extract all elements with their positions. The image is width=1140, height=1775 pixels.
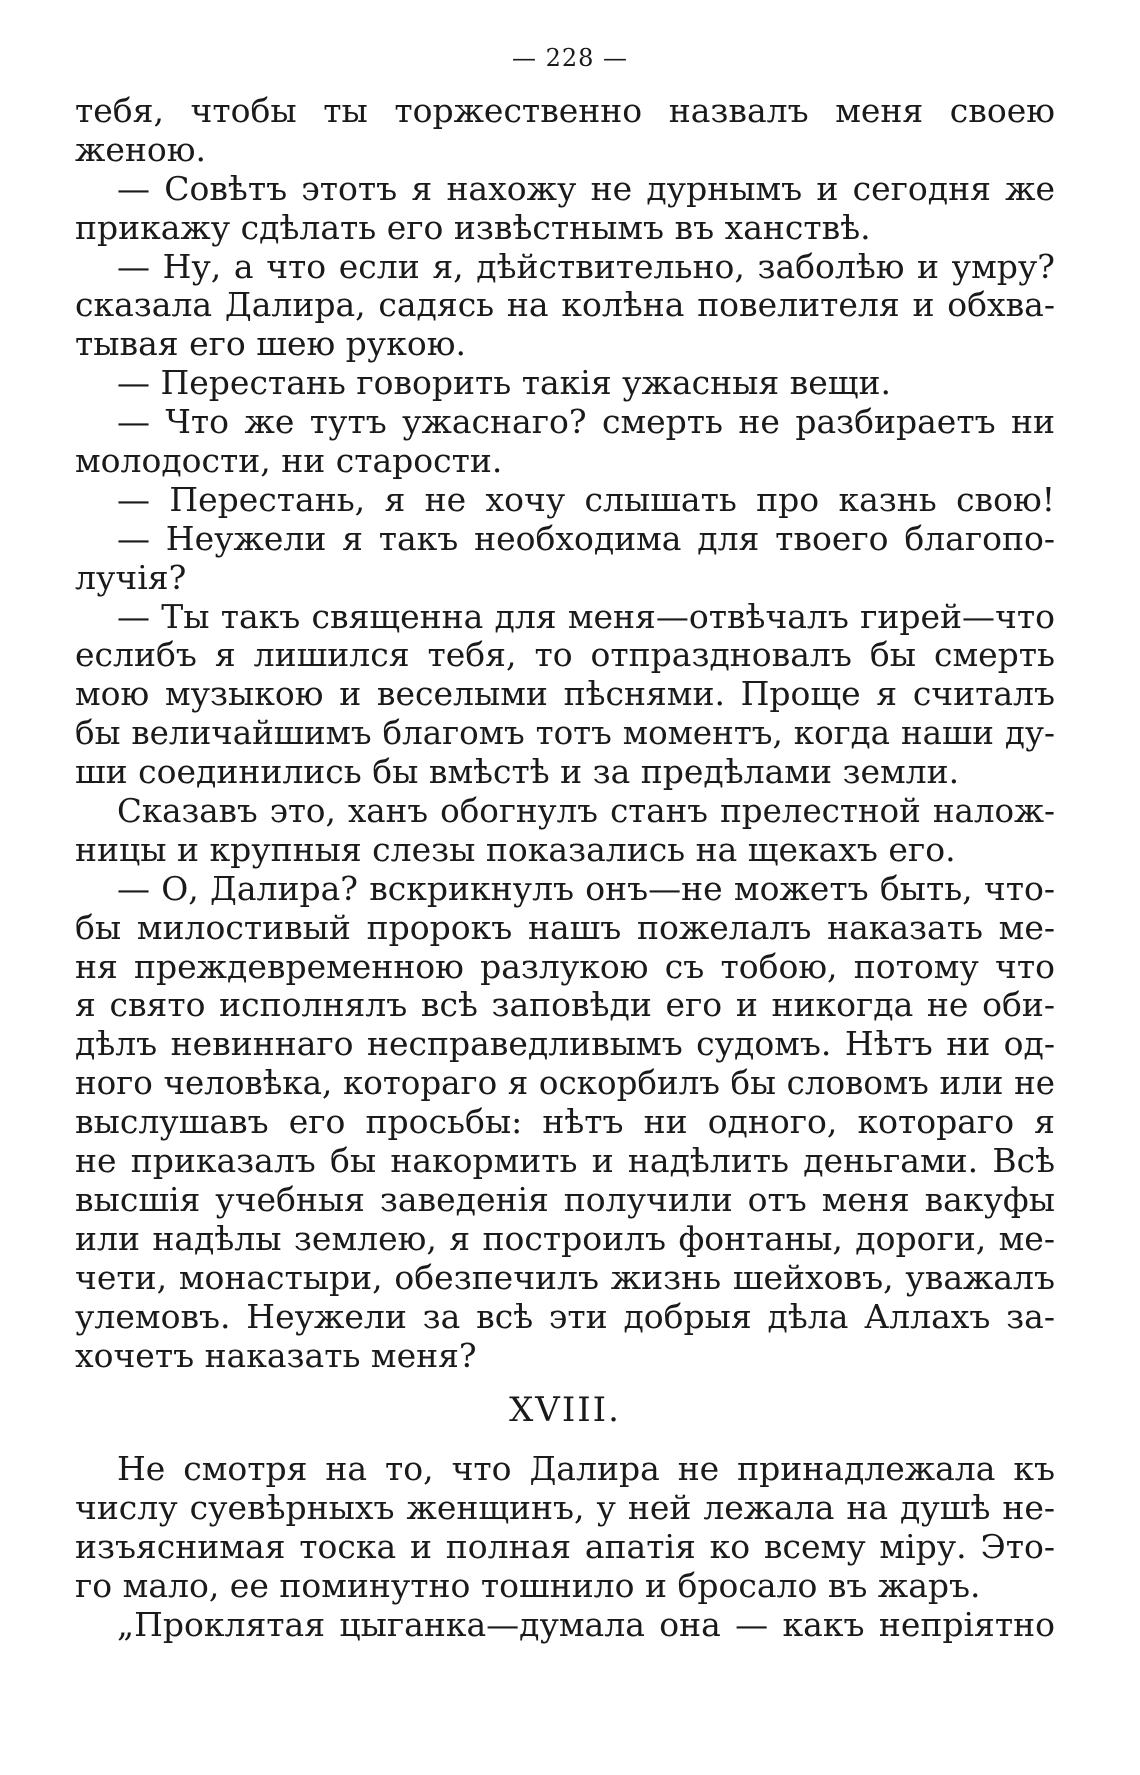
text-line: — Совѣтъ этотъ я нахожу не дурнымъ и сегодня же — [117, 168, 1055, 208]
text-line: прикажу сдѣлать его извѣстнымъ въ ханствѣ. — [75, 207, 871, 247]
text-line: — Перестань говорить такія ужасныя вещи. — [117, 363, 891, 403]
text-line: женою. — [75, 129, 206, 169]
text-line: го мало, ее поминутно тошнило и бросало въ жаръ. — [75, 1566, 981, 1606]
text-line: — Что же тутъ ужаснаго? смерть не разбираетъ ни — [117, 402, 1055, 442]
text-line: чети, монастыри, обезпечилъ жизнь шейховъ, уважалъ — [75, 1257, 1055, 1297]
text-line: не приказалъ бы накормить и надѣлить деньгами. Всѣ — [75, 1141, 1055, 1181]
text-line: Сказавъ это, ханъ обогнулъ станъ прелестной налож- — [117, 792, 1055, 831]
text-before-heading — [75, 92, 1055, 1375]
text-line: — Неужели я такъ необходима для твоего благопо- — [117, 518, 1055, 558]
page-text — [75, 92, 1055, 1645]
text-line: улемовъ. Неужели за всѣ эти добрыя дѣла Аллахъ за- — [75, 1296, 1055, 1336]
text-line: ня преждевременною разлукою съ тобою, потому что — [75, 946, 1055, 986]
text-line: высшія учебныя заведенія получили отъ меня вакуфы — [75, 1179, 1055, 1219]
text-line: лучія? — [75, 557, 187, 597]
text-line: бы милостивый пророкъ нашъ пожелалъ наказать ме- — [75, 907, 1055, 947]
text-line: — Ты такъ священна для меня—отвѣчалъ гирей—что — [117, 596, 1055, 636]
text-line: мою музыкою и веселыми пѣснями. Проще я считалъ — [75, 674, 1055, 714]
text-line: числу суевѣрныхъ женщинъ, у ней лежала на душѣ не- — [75, 1488, 1055, 1528]
text-line: ши соединились бы вмѣстѣ и за предѣлами земли. — [75, 752, 960, 792]
text-line: — О, Далира? вскрикнулъ онъ—не можетъ быть, что- — [117, 868, 1055, 908]
text-line: изъяснимая тоска и полная апатія ко всему міру. Это- — [75, 1527, 1055, 1567]
text-line: или надѣлы землею, я построилъ фонтаны, дороги, ме- — [75, 1218, 1055, 1258]
page-number: — 228 — — [511, 44, 629, 72]
text-line: бы величайшимъ благомъ тотъ моментъ, когда наши ду- — [75, 714, 1055, 753]
text-line: дѣлъ невиннаго несправедливымъ судомъ. Нѣтъ ни од- — [75, 1024, 1055, 1064]
text-line: „Проклятая цыганка—думала она — какъ непріятно — [117, 1604, 1055, 1644]
text-line: молодости, ни старости. — [75, 441, 503, 481]
text-line: еслибъ я лишился тебя, то отпраздновалъ бы смерть — [75, 635, 1055, 675]
text-line: тывая его шею рукою. — [75, 324, 466, 364]
text-line: я свято исполнялъ всѣ заповѣди его и никогда не оби- — [75, 985, 1055, 1025]
heading-gap — [75, 1430, 1055, 1450]
text-line: выслушавъ его просьбы: нѣтъ ни одного, котораго я — [75, 1102, 1055, 1142]
text-line: тебя, чтобы ты торжественно назвалъ меня своею — [75, 91, 1055, 130]
text-line: сказала Далира, садясь на колѣна повелителя и обхва- — [75, 285, 1055, 325]
text-line: — Ну, а что если я, дѣйствительно, заболѣю и умру? — [117, 246, 1055, 286]
text-line: ного человѣка, котораго я оскорбилъ бы словомъ или не — [75, 1064, 1055, 1103]
text-line: Не смотря на то, что Далира не принадлежала къ — [117, 1449, 1055, 1489]
chapter-heading: XVIII. — [509, 1390, 621, 1431]
text-line: — Перестань, я не хочу слышать про казнь свою! — [117, 479, 1055, 519]
text-line: хочетъ наказать меня? — [75, 1335, 477, 1375]
text-line: ницы и крупныя слезы показались на щекахъ его. — [75, 829, 956, 869]
text-after-heading — [75, 1450, 1055, 1644]
